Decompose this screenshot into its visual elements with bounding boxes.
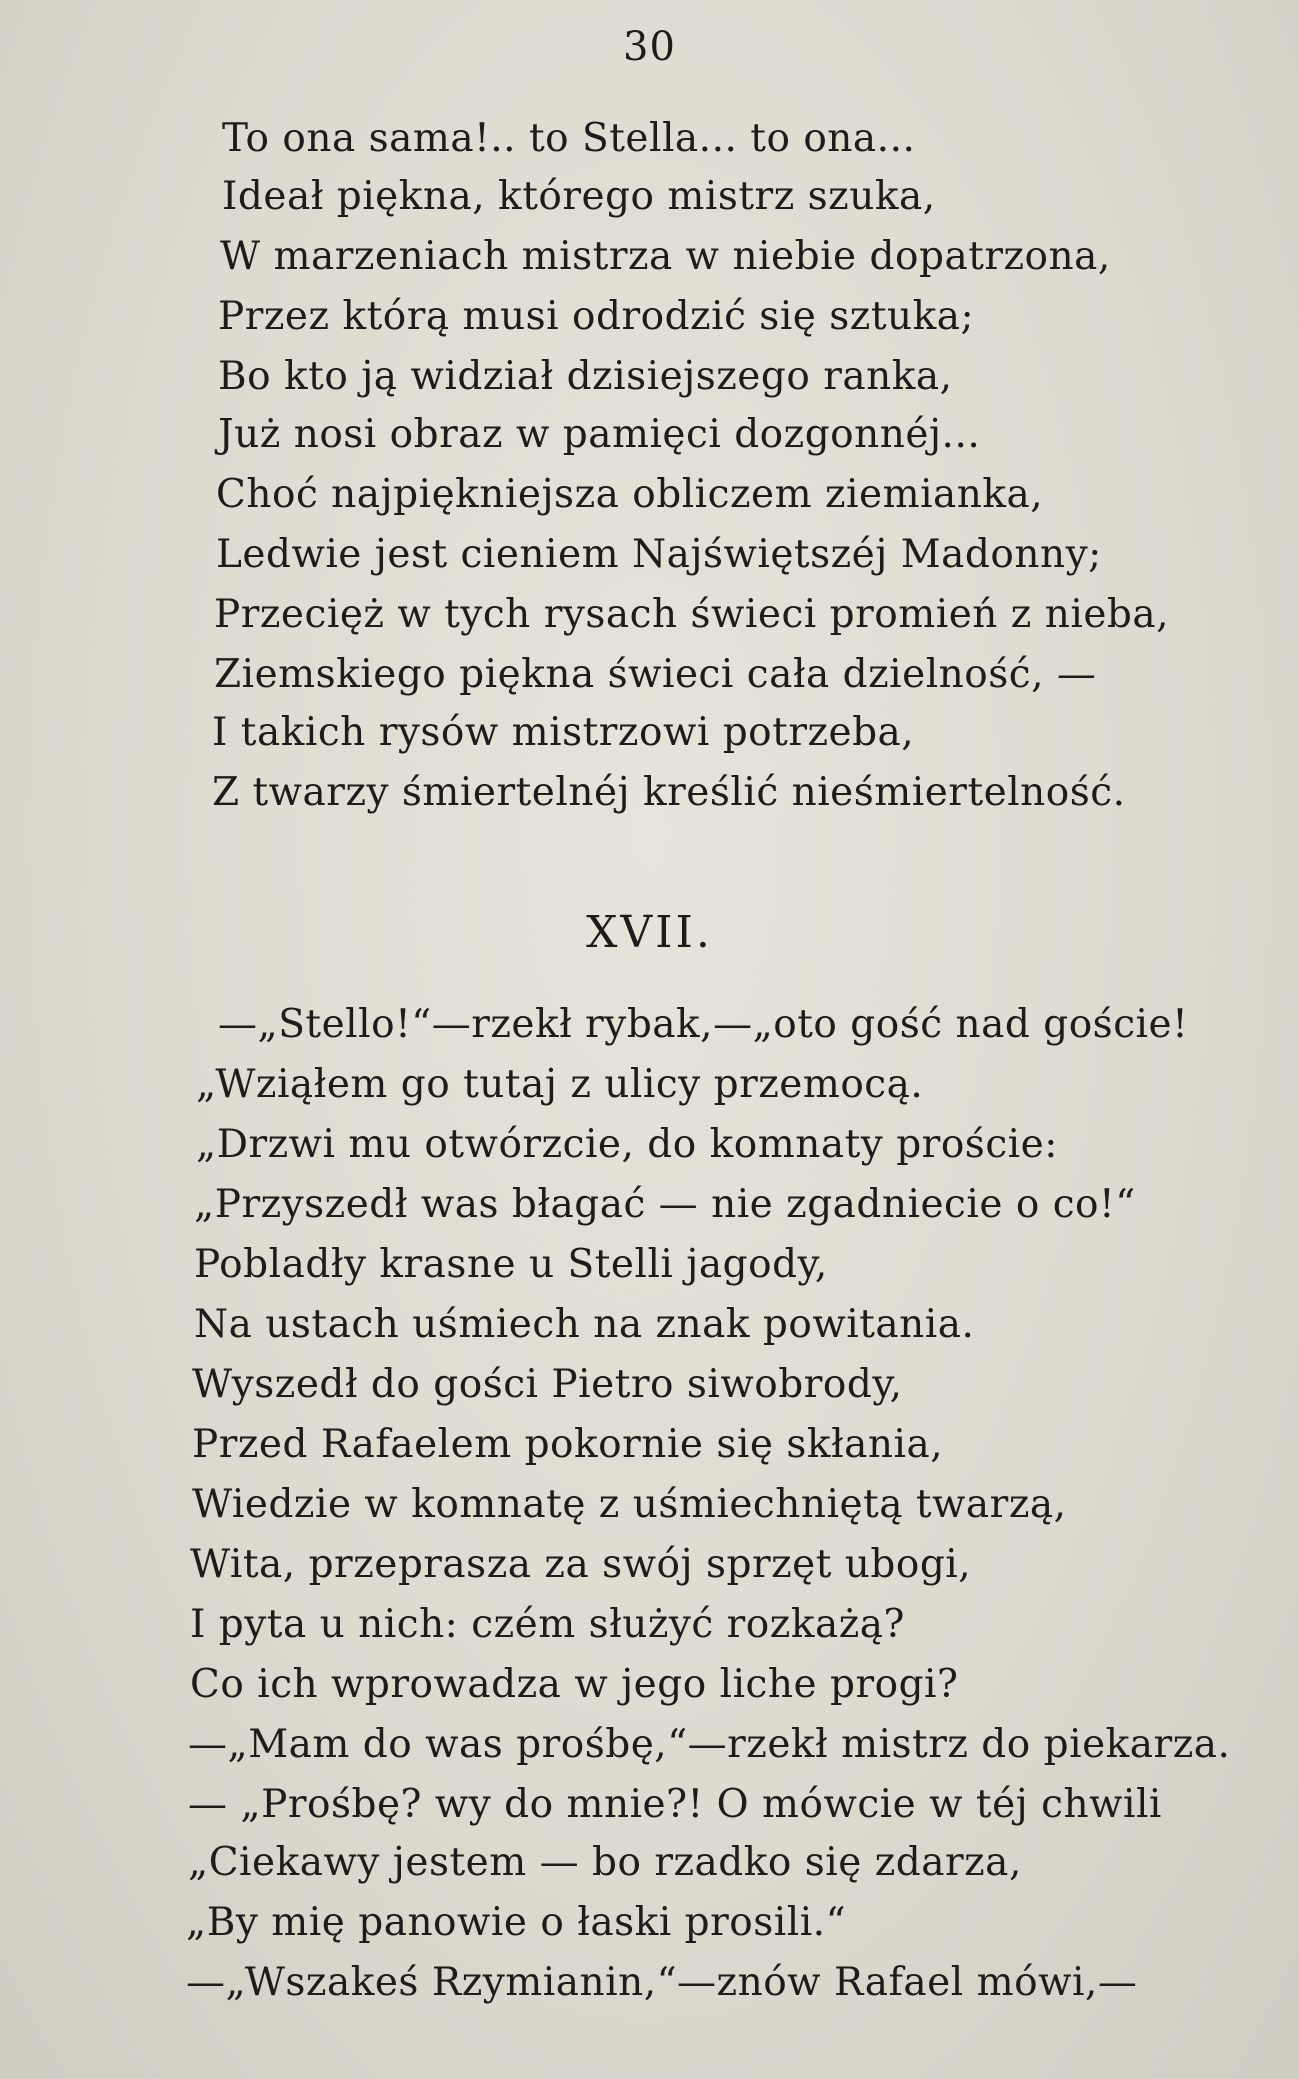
section-heading: XVII. xyxy=(586,907,713,958)
verse-line: „Ciekawy jestem — bo rzadko się zdarza, xyxy=(188,1840,1022,1885)
verse-line: „Drzwi mu otwórzcie, do komnaty proście: xyxy=(196,1122,1058,1167)
verse-line: „Przyszedł was błagać — nie zgadniecie o co!“ xyxy=(194,1182,1136,1227)
verse-line: —„Stello!“—rzekł rybak,—„oto gość nad goście! xyxy=(218,1002,1189,1047)
verse-line: Wita, przeprasza za swój sprzęt ubogi, xyxy=(190,1542,972,1587)
verse-line: Choć najpiękniejsza obliczem ziemianka, xyxy=(216,472,1044,517)
verse-line: Ziemskiego piękna świeci cała dzielność, — xyxy=(214,652,1097,697)
verse-line: Z twarzy śmiertelnéj kreślić nieśmiertelność. xyxy=(212,770,1126,815)
page-number: 30 xyxy=(623,24,676,70)
verse-line: I pyta u nich: czém służyć rozkażą? xyxy=(190,1602,905,1647)
verse-line: Pobladły krasne u Stelli jagody, xyxy=(194,1242,828,1287)
verse-line: Przecięż w tych rysach świeci promień z nieba, xyxy=(214,592,1170,637)
verse-line: To ona sama!.. to Stella... to ona... xyxy=(222,116,916,161)
verse-line: Co ich wprowadza w jego liche progi? xyxy=(190,1662,959,1707)
verse-line: Już nosi obraz w pamięci dozgonnéj... xyxy=(218,412,981,457)
verse-line: „Wziąłem go tutaj z ulicy przemocą. xyxy=(196,1062,924,1107)
verse-line: Bo kto ją widział dzisiejszego ranka, xyxy=(218,354,953,399)
verse-line: Wyszedł do gości Pietro siwobrody, xyxy=(192,1362,903,1407)
verse-line: — „Prośbę? wy do mnie?! O mówcie w téj chwili xyxy=(188,1782,1162,1827)
verse-line: Ideał piękna, którego mistrz szuka, xyxy=(222,174,936,219)
verse-line: Wiedzie w komnatę z uśmiechniętą twarzą, xyxy=(192,1482,1067,1527)
verse-line: Przez którą musi odrodzić się sztuka; xyxy=(218,294,975,339)
verse-line: Przed Rafaelem pokornie się skłania, xyxy=(192,1422,944,1467)
verse-line: Ledwie jest cieniem Najświętszéj Madonny; xyxy=(216,532,1102,577)
verse-line: Na ustach uśmiech na znak powitania. xyxy=(194,1302,975,1347)
verse-line: —„Mam do was prośbę,“—rzekł mistrz do piekarza. xyxy=(188,1722,1231,1767)
verse-line: W marzeniach mistrza w niebie dopatrzona, xyxy=(220,234,1111,279)
verse-line: „By mię panowie o łaski prosili.“ xyxy=(186,1900,847,1945)
verse-line: —„Wszakeś Rzymianin,“—znów Rafael mówi,— xyxy=(186,1960,1138,2005)
verse-line: I takich rysów mistrzowi potrzeba, xyxy=(212,710,915,755)
